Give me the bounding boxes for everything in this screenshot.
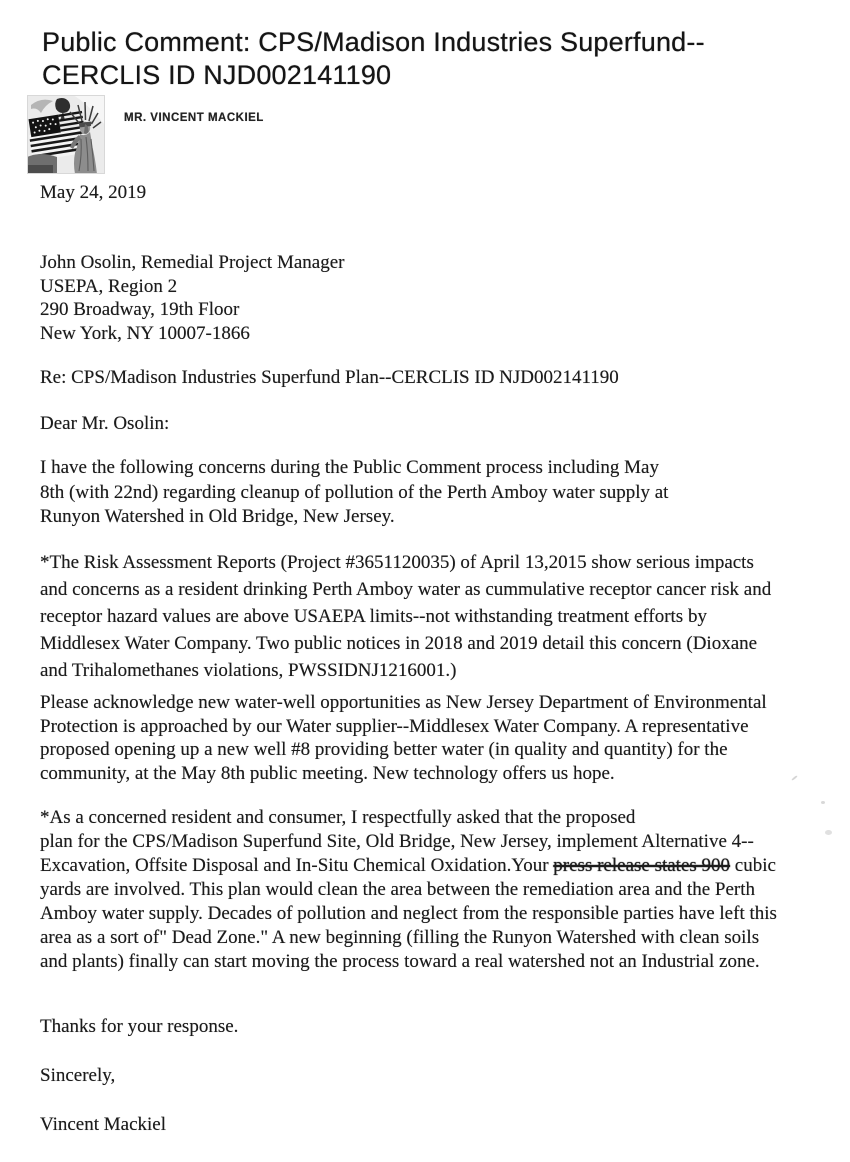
plan-request-struck-text: press release states 900 xyxy=(553,855,731,876)
plan-request-text-after: cubic yards are involved. This plan would clean the area between the remediation area and the Perth Amboy water supply. Decades of pollution and neglect from the responsible parties have left this area as a sort of" Dead Zone." A new beginning (filling the Runyon Watershed with clean soils and plants) finally can start moving the process toward a real watershed not an Industrial zone. xyxy=(40,855,777,972)
page-title: Public Comment: CPS/Madison Industries Superfund-- CERCLIS ID NJD002141190 xyxy=(42,27,705,90)
paragraph-risk-assessment: *The Risk Assessment Reports (Project #3651120035) of April 13,2015 show serious impacts and concerns as a resident drinking Perth Amboy water as cummulative receptor cancer risk and receptor hazard values are above USAEPA limits--not withstanding treatment efforts by Middlesex Water Company. Two public notices in 2018 and 2019 detail this concern (Dioxane and Trihalomethanes violations, PWSSIDNJ1216001.) xyxy=(40,552,772,681)
paragraph-water-well: Please acknowledge new water-well opportunities as New Jersey Department of Environmental Protection is approached by our Water supplier--Middlesex Water Company. A representative proposed opening up a new well #8 providing better water (in quality and quantity) for the community, at the May 8th public meeting. New technology offers us hope. xyxy=(40,692,767,784)
sender-name: MR. VINCENT MACKIEL xyxy=(124,112,264,124)
scan-noise-speck xyxy=(825,830,832,835)
american-flag-statue-of-liberty-stamp-icon xyxy=(27,95,105,174)
letter-date: May 24, 2019 xyxy=(40,182,147,203)
recipient-address: John Osolin, Remedial Project Manager USEPA, Region 2 290 Broadway, 19th Floor New York, NY 10007-1866 xyxy=(40,252,345,344)
closing-block xyxy=(40,990,850,1162)
closing-valediction: Sincerely, xyxy=(40,1064,116,1086)
scan-noise-speck xyxy=(821,801,825,804)
signature: Vincent Mackiel xyxy=(40,1113,167,1135)
plan-request-text-before: *As a concerned resident and consumer, I respectfully asked that the proposed plan for the CPS/Madison Superfund Site, Old Bridge, New Jersey, implement Alternative 4-- Excavation, Offsite Disposal and In-Situ Chemical Oxidation.Your xyxy=(40,807,754,876)
closing-thanks: Thanks for your response. xyxy=(40,1015,239,1037)
paragraph-plan-request xyxy=(40,806,850,974)
subject-line: Re: CPS/Madison Industries Superfund Plan--CERCLIS ID NJD002141190 xyxy=(40,367,619,388)
paragraph-concerns-intro: I have the following concerns during the Public Comment process including May 8th (with 22nd) regarding cleanup of pollution of the Perth Amboy water supply at Runyon Watershed in Old Bridge, New Jersey. xyxy=(40,457,669,527)
salutation: Dear Mr. Osolin: xyxy=(40,413,170,434)
